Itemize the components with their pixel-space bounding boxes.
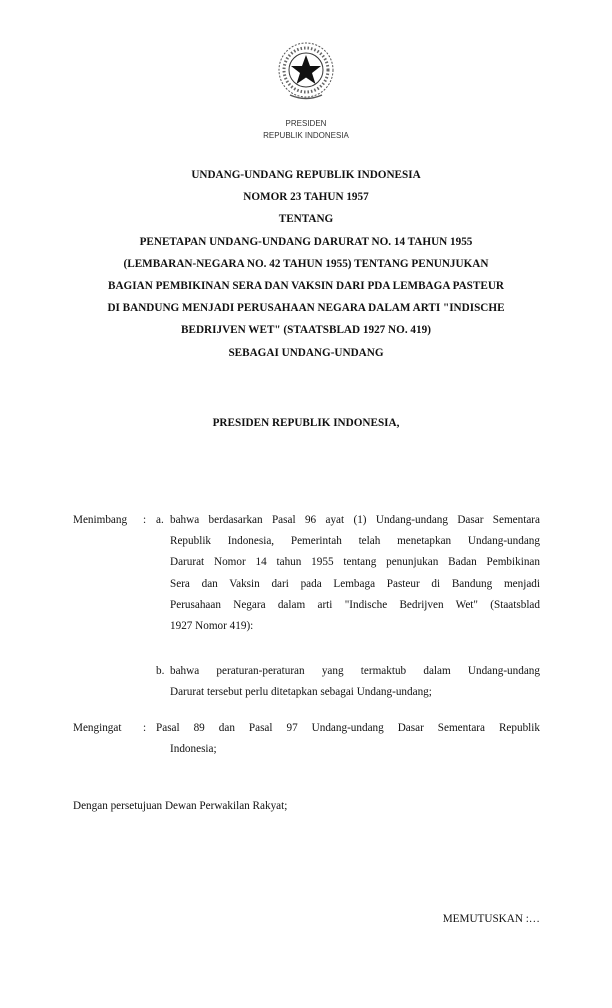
title-line: (LEMBARAN-NEGARA NO. 42 TAHUN 1955) TENTANG PENUNJUKAN: [123, 257, 489, 270]
document-title: [0, 164, 612, 364]
text-line: Darurat Nomor 14 tahun 1955 tentang penunjukan Badan Pembikinan: [170, 556, 540, 569]
text-line: bahwa berdasarkan Pasal 96 ayat (1) Undang-undang Dasar Sementara: [170, 514, 540, 526]
mengingat-text: [156, 718, 540, 760]
text-line: Perusahaan Negara dalam arti "Indische Bedrijven Wet" (Staatsblad: [170, 598, 540, 611]
president-heading: PRESIDEN REPUBLIK INDONESIA,: [212, 417, 400, 429]
item-marker: b.: [156, 665, 165, 677]
colon: :: [143, 722, 147, 734]
text-line: Sera dan Vaksin dari pada Lembaga Pasteur di Bandung menjadi: [170, 577, 540, 590]
item-marker: a.: [156, 514, 164, 526]
continuation-marker: MEMUTUSKAN :…: [442, 913, 540, 925]
menimbang-label: Menimbang: [73, 514, 128, 526]
persetujuan-text: Dengan persetujuan Dewan Perwakilan Rakyat;: [73, 800, 288, 812]
text-line: bahwa peraturan-peraturan yang termaktub dalam Undang-undang: [170, 665, 540, 677]
title-line: BEDRIJVEN WET" (STAATSBLAD 1927 NO. 419): [181, 324, 431, 337]
title-line: NOMOR 23 TAHUN 1957: [243, 191, 369, 204]
title-line: UNDANG-UNDANG REPUBLIK INDONESIA: [191, 169, 421, 181]
text-line: Pasal 89 dan Pasal 97 Undang-undang Dasar Sementara Republik: [156, 722, 540, 734]
title-line: DI BANDUNG MENJADI PERUSAHAAN NEGARA DALAM ARTI "INDISCHE: [107, 302, 505, 315]
mengingat-label: Mengingat: [73, 722, 122, 734]
office-label-country: REPUBLIK INDONESIA: [263, 131, 349, 140]
garuda-emblem-icon: [276, 40, 336, 104]
title-line: PENETAPAN UNDANG-UNDANG DARURAT NO. 14 TAHUN 1955: [139, 235, 473, 248]
title-line: TENTANG: [278, 213, 334, 226]
office-label: PRESIDEN: [285, 119, 327, 128]
text-line: 1927 Nomor 419):: [170, 620, 254, 633]
title-line: SEBAGAI UNDANG-UNDANG: [228, 346, 384, 359]
menimbang-item-a: [170, 510, 540, 637]
colon: :: [143, 514, 147, 526]
text-line: Indonesia;: [170, 743, 217, 756]
title-line: BAGIAN PEMBIKINAN SERA DAN VAKSIN DARI PDA LEMBAGA PASTEUR: [108, 280, 504, 293]
text-line: Republik Indonesia, Pemerintah telah menetapkan Undang-undang: [170, 535, 540, 548]
text-line: Darurat tersebut perlu ditetapkan sebagai Undang-undang;: [170, 686, 432, 699]
menimbang-item-b: [170, 661, 540, 703]
